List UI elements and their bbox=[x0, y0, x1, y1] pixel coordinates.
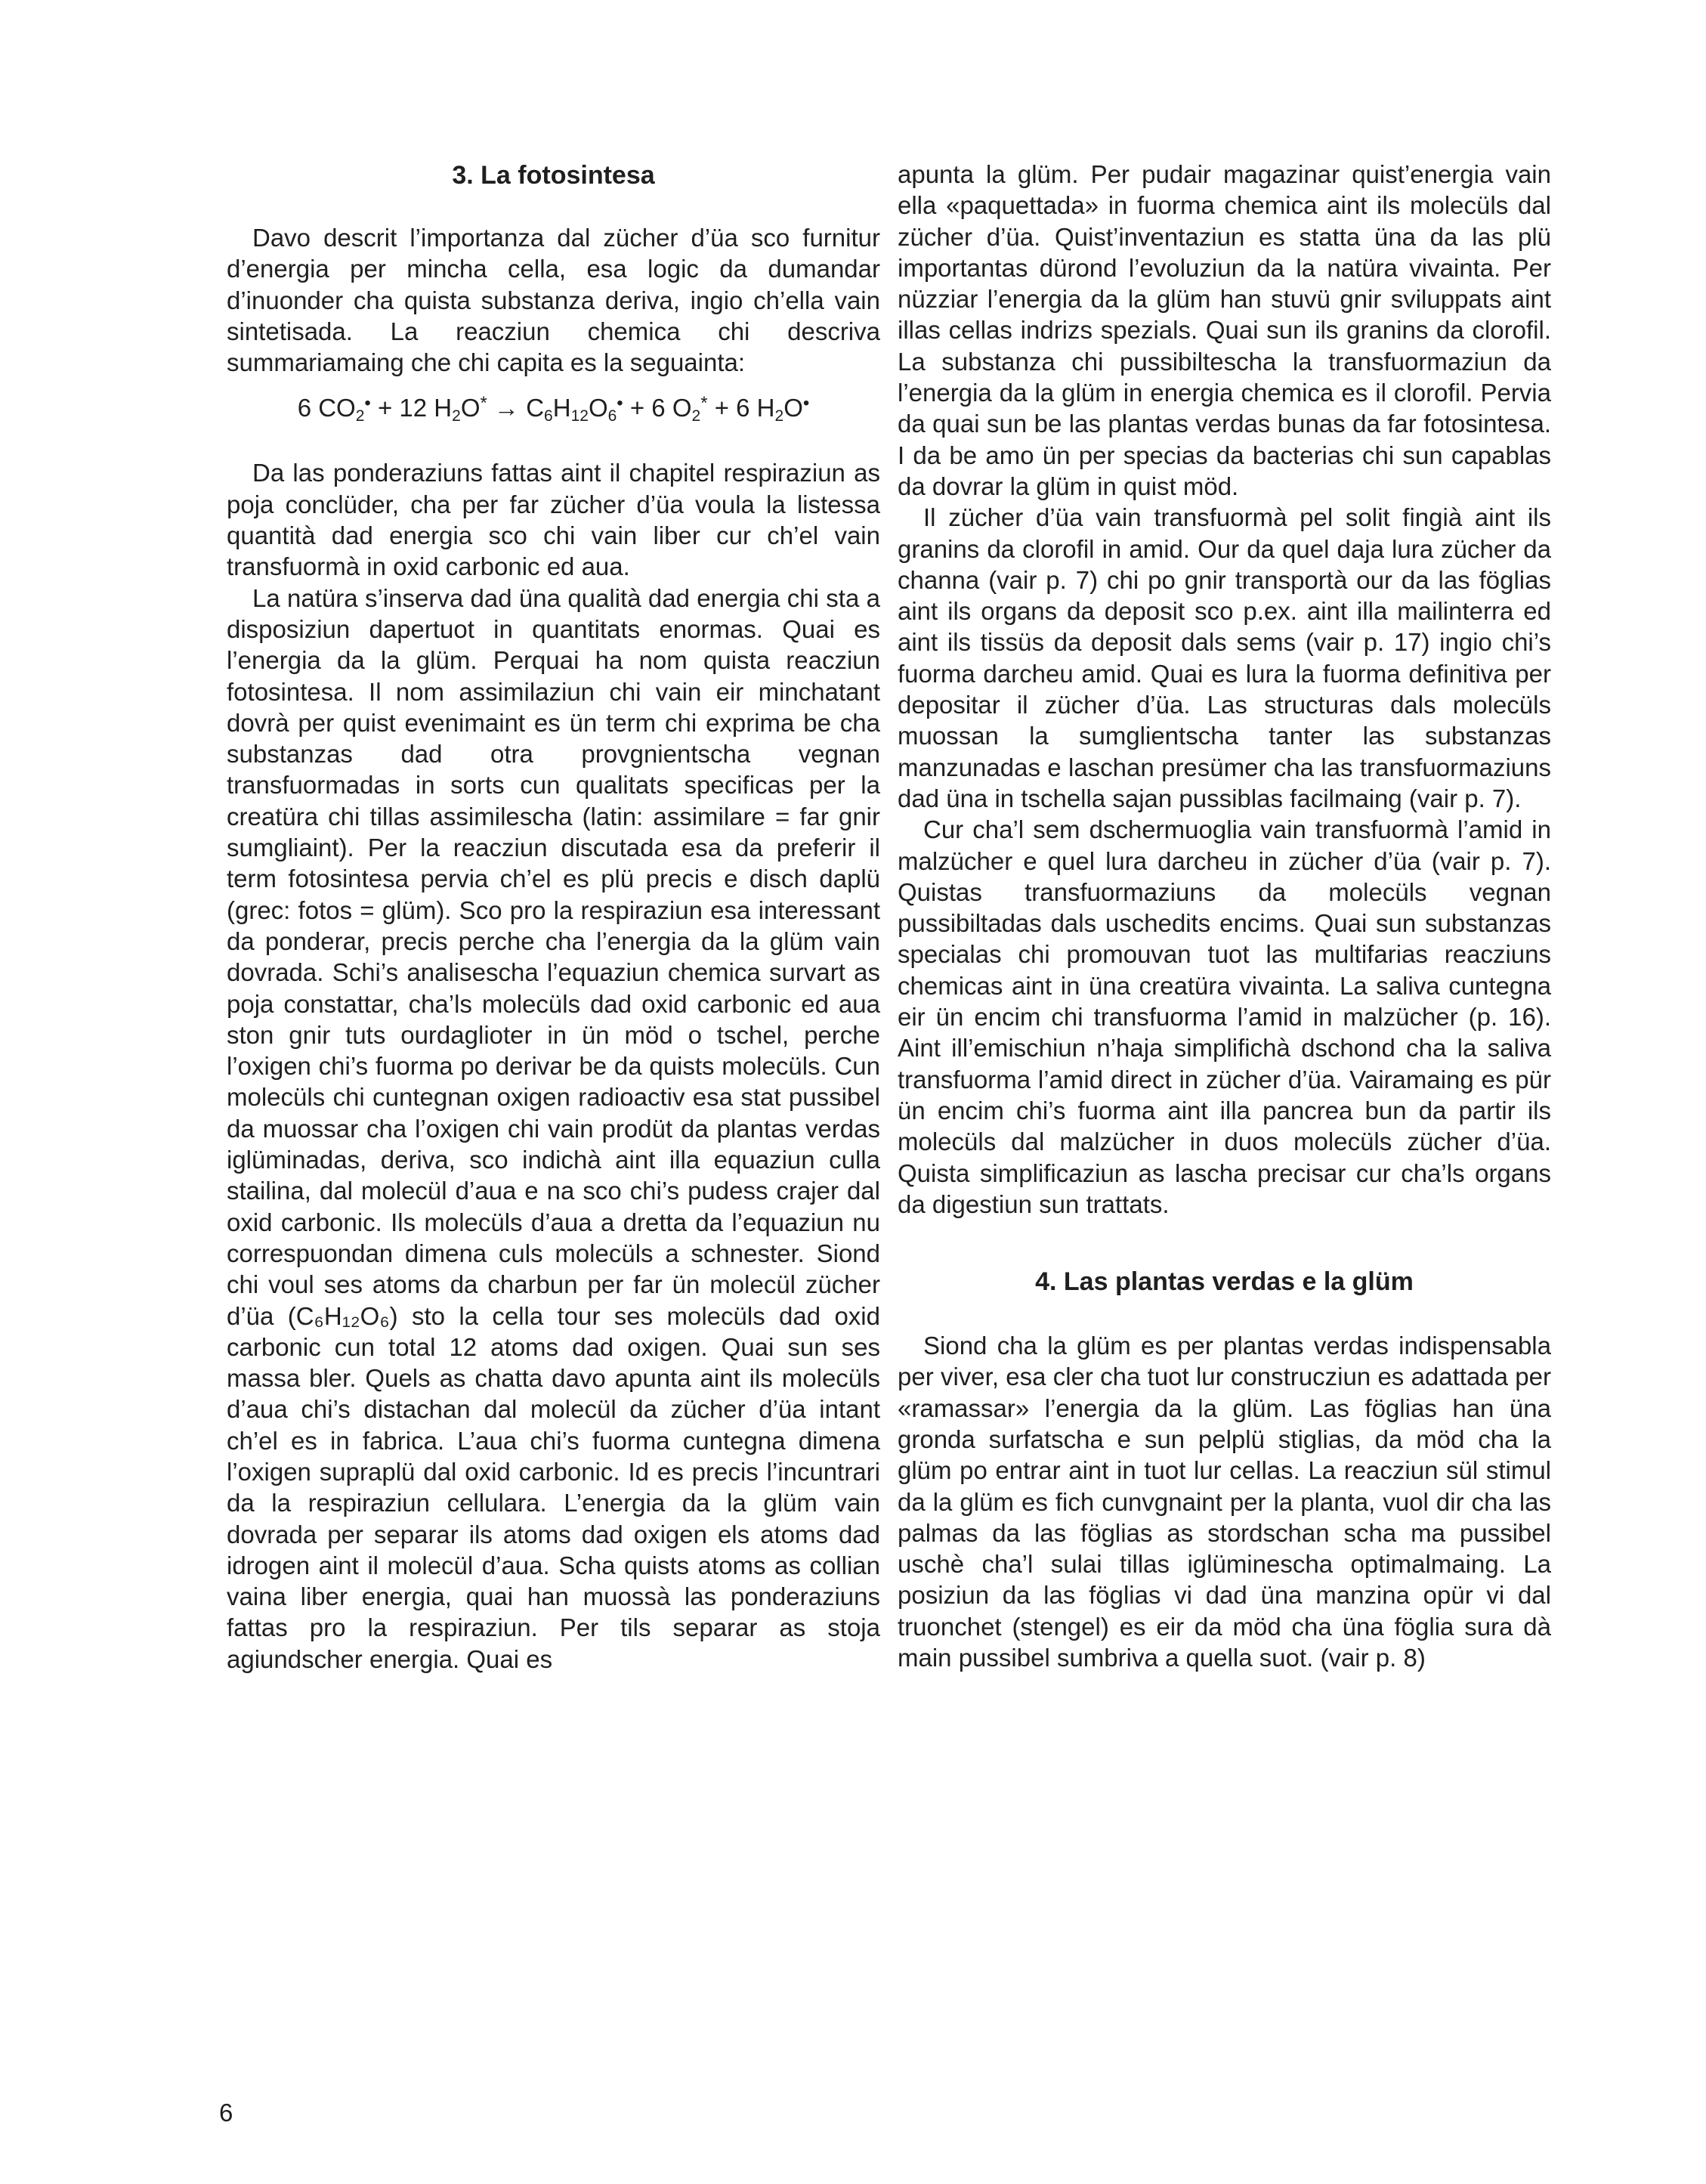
paragraph: Da las ponderaziuns fattas aint il chapitel respiraziun as poja conclüder, cha per far zücher d’üa voula la listessa quantità dad energia sco chi vain liber cur ch’el vain transfuormà in oxid carbonic ed aua. bbox=[227, 459, 880, 581]
equation-part: + 6 H bbox=[707, 394, 775, 422]
right-column bbox=[898, 159, 1551, 1673]
paragraph: Davo descrit l’importanza dal zücher d’üa sco furnitur d’energia per mincha cella, esa logic da dumandar d’inuonder cha quista substanza deriva, ingio ch’ella vain sintetisada. La reacziun chemica chi descriva summariamaing che chi capita es la seguainta: bbox=[227, 224, 880, 377]
equation-subscript: 2 bbox=[691, 407, 701, 425]
paragraph: Il zücher d’üa vain transfuormà pel solit fingià aint ils granins da clorofil in amid. Our da quel daja lura zücher da channa (vair p. 7) chi po gnir transportà our da las föglias aint ils organs da deposit sco p.ex. aint illa mailinterra ed aint ils tissüs da deposit dals sems (vair p. 17) ingio chi’s fuorma darcheu amid. Quai es lura la fuorma definitiva per depositar il zücher d’üa. Las structuras dals molecüls muossan la sumglientscha tanter las substanzas manzunadas e laschan presümer cha las transfuormaziuns dad üna in tschella sajan pussiblas facilmaing (vair p. 7). bbox=[898, 503, 1551, 812]
equation-part: O bbox=[588, 394, 608, 422]
paragraph: Siond cha la glüm es per plantas verdas indispensabla per viver, esa cler cha tuot lur construcziun es adattada per «ramassar» l’energia da la glüm. Las föglias han üna gronda surfatscha e sun pelplü stiglias, da möd cha la glüm po entrar aint in tuot lur cellas. La reacziun sül stimul da la glüm es fich cunvgnaint per la planta, vuol dir cha las palmas da las föglias as stordschan scha ma pussibel uschè cha’l sulai tillas iglüminescha optimalmaing. La posiziun da las föglias vi dad üna manzina opür vi dal truonchet (stengel) es eir da möd cha üna föglia sura dà main pussibel sumbriva a quella suot. (vair p. 8) bbox=[898, 1332, 1551, 1672]
equation-superscript: * bbox=[480, 393, 487, 414]
equation-part: O bbox=[460, 394, 481, 422]
left-column bbox=[227, 159, 880, 1675]
paragraph: La natüra s’inserva dad üna qualità dad energia chi sta a disposiziun dapertuot in quantitats enormas. Quai es l’energia da la glüm. Perquai ha nom quista reacziun fotosintesa. Il nom assimilaziun chi vain eir minchatant dovrà per quist evenimaint es ün term chi exprima be cha substanzas dad otra provgnientscha vegnan transfuormadas in sorts cun qualitats specificas per la creatüra chi tillas assimilescha (latin: assimilare = far gnir sumgliaint). Per la reacziun discutada esa da preferir il term fotosintesa pervia ch’el es plü precis e disch daplü (grec: fotos = glüm). Sco pro la respiraziun esa interessant da ponderar, precis perche cha l’energia da la glüm vain dovrada. Schi’s analisescha l’equaziun chemica survart as poja constattar, cha’ls molecüls dad oxid carbonic ed aua ston gnir tuts ourdaglioter in ün möd o tschel, perche l’oxigen chi’s fuorma po derivar be da quists molecüls. Cun molecüls chi cuntegnan oxigen radioactiv esa stat pussibel da muossar cha l’oxigen chi vain prodüt da plantas verdas iglüminadas, deriva, sco indichà aint illa equaziun culla stailina, dal molecül d’aua e na sco chi’s pudess crajer dal oxid carbonic. Ils molecüls d’aua a dretta da l’equaziun nu correspuondan dimena culs molecüls a schnester. Siond chi voul ses atoms da charbun per far ün molecül zücher d’üa (C₆H₁₂O₆) sto la cella tour ses molecüls dad oxid carbonic cun total 12 atoms dad oxigen. Quai sun ses massa bler. Quels as chatta davo apunta aint ils molecüls d’aua chi’s distachan dal molecül da zücher d’üa intant ch’el es in fabrica. L’aua chi’s fuorma cuntegna dimena l’oxigen supraplü dal oxid carbonic. Id es precis l’incuntrari da la respiraziun cellulara. L’energia da la glüm vain dovrada per separar ils atoms dad oxigen els atoms dad idrogen aint il molecül d’aua. Scha quists atoms as collian vaina liber energia, quai han muossà las ponderaziuns fattas pro la respiraziun. Per tils separar as stoja agiundscher energia. Quai es bbox=[227, 583, 880, 1673]
reaction-arrow: → bbox=[487, 394, 527, 422]
paragraph: Cur cha’l sem dschermuoglia vain transfuormà l’amid in malzücher e quel lura darcheu in zücher d’üa (vair p. 7). Quistas transfuormaziuns da molecüls vegnan pussibiltadas dals uschedits encims. Quai sun substanzas specialas chi promouvan tuot las multifarias reacziuns chemicas aint in üna creatüra vivainta. La saliva cuntegna eir ün encim chi transfuorma l’amid in malzücher (p. 16). Aint ill’emischiun n’haja simplifichà dschond cha la saliva transfuorma l’amid direct in zücher d’üa. Vairamaing es pür ün encim chi’s fuorma aint illa pancrea bun da partir ils molecüls dal malzücher in duos molecüls zücher d’üa. Quista simplificaziun as lascha precisar cur cha’ls organs da digestiun sun trattats. bbox=[898, 815, 1551, 1218]
equation-part: H bbox=[552, 394, 571, 422]
equation-part: C bbox=[526, 394, 545, 422]
equation-subscript: 12 bbox=[570, 407, 589, 425]
section-heading-plantas-verdas: 4. Las plantas verdas e la glüm bbox=[1035, 1267, 1414, 1297]
equation-superscript: • bbox=[364, 393, 371, 414]
paragraph: apunta la glüm. Per pudair magazinar quist’energia vain ella «paquettada» in fuorma chemica aint ils molecüls dal zücher d’üa. Quist’inventaziun es statta üna da las plü importantas dürond l’evoluziun da la natüra vivainta. Per nüzziar l’energia da la glüm han stuvü gnir sviluppats aint illas cellas indrizs spezials. Quai sun ils granins da clorofil. La substanza chi pussibiltescha la transfuormaziun da l’energia da la glüm in energia chemica es il clorofil. Pervia da quai sun be las plantas verdas bunas da far fotosintesa. I da be amo ün per specias da bacterias chi sun capablas da dovrar la glüm in quist möd. bbox=[898, 160, 1551, 500]
section-heading-fotosintesa: 3. La fotosintesa bbox=[452, 161, 655, 190]
equation-part: O bbox=[783, 394, 803, 422]
equation-part: + 6 O bbox=[623, 394, 692, 422]
equation-subscript: 2 bbox=[774, 407, 784, 425]
equation-part: + 12 H bbox=[370, 394, 453, 422]
equation-subscript: 6 bbox=[607, 407, 617, 425]
equation-superscript: • bbox=[802, 393, 810, 414]
equation-subscript: 2 bbox=[355, 407, 365, 425]
equation-subscript: 6 bbox=[544, 407, 553, 425]
chemical-equation bbox=[227, 387, 880, 433]
equation-superscript: • bbox=[617, 393, 623, 414]
equation-superscript: * bbox=[700, 393, 708, 414]
page-number: 6 bbox=[219, 2099, 233, 2127]
equation-part: 6 CO bbox=[297, 394, 356, 422]
equation-subscript: 2 bbox=[452, 407, 461, 425]
